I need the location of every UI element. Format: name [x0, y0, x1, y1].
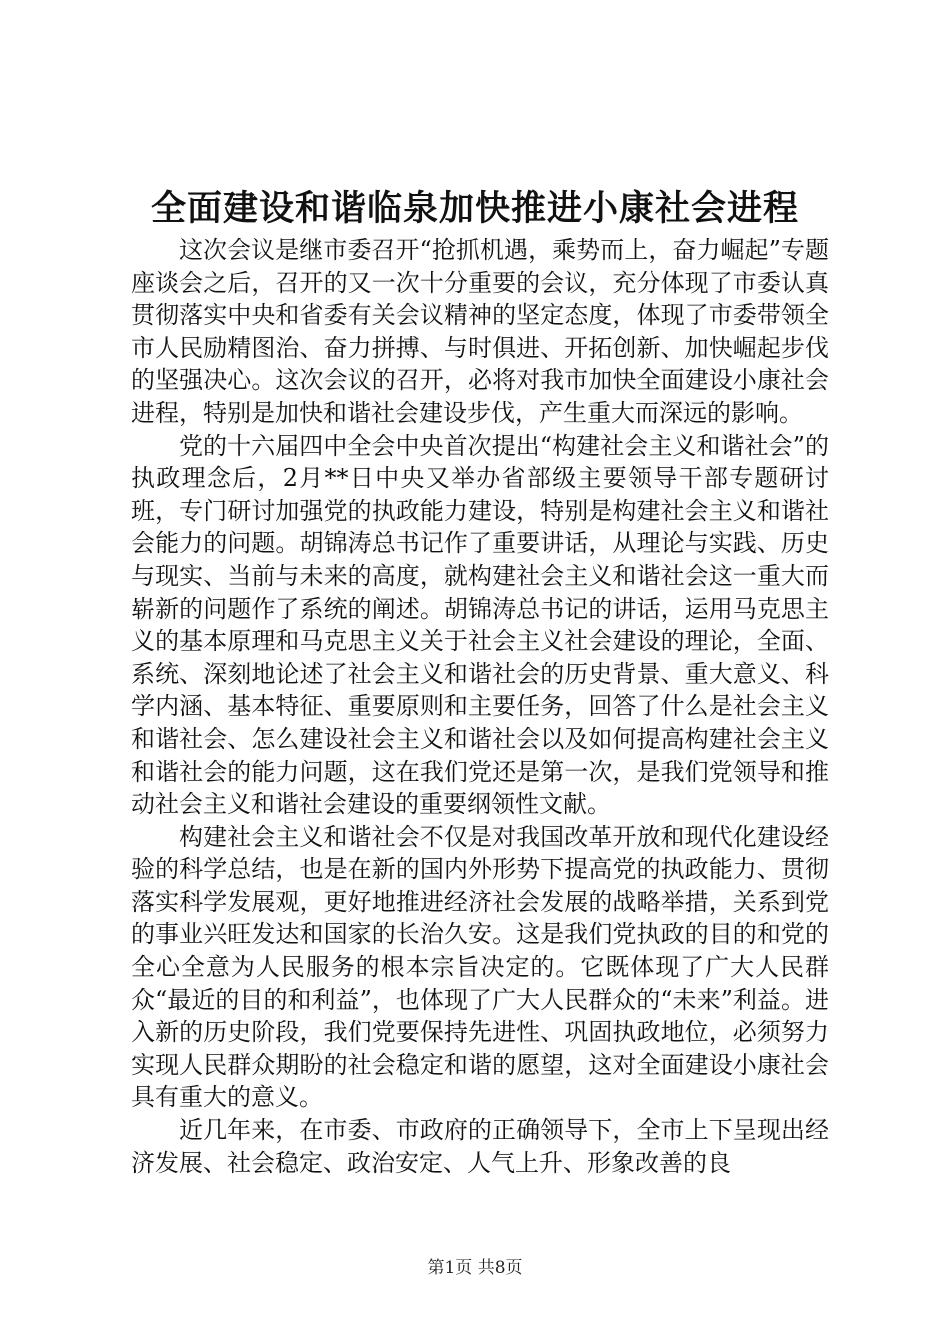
paragraph: 构建社会主义和谐社会不仅是对我国改革开放和现代化建设经验的科学总结，也是在新的国内外形势下提高党的执政能力、贯彻落实科学发展观，更好地推进经济社会发展的战略举措，关系到党的事业兴旺发达和国家的长治久安。这是我们党执政的目的和党的全心全意为人民服务的根本宗旨决定的。它既体现了广大人民群众“最近的目的和利益”，也体现了广大人民群众的“未来”利益。进入新的历史阶段，我们党要保持先进性、巩固执政地位，必须努力实现人民群众期盼的社会稳定和谐的愿望，这对全面建设小康社会具有重大的意义。 [131, 822, 829, 1112]
document-title: 全面建设和谐临泉加快推进小康社会进程 [150, 189, 799, 229]
paragraph: 这次会议是继市委召开“抢抓机遇，乘势而上，奋力崛起”专题座谈会之后，召开的又一次十分重要的会议，充分体现了市委认真贯彻落实中央和省委有关会议精神的坚定态度，体现了市委带领全市人民励精图治、奋力拼搏、与时俱进、开拓创新、加快崛起步伐的坚强决心。这次会议的召开，必将对我市加快全面建设小康社会进程，特别是加快和谐社会建设步伐，产生重大而深远的影响。 [131, 236, 829, 427]
paragraph: 近几年来，在市委、市政府的正确领导下，全市上下呈现出经济发展、社会稳定、政治安定、人气上升、形象改善的良 [131, 1116, 829, 1177]
document-body [131, 234, 829, 1179]
paragraph: 党的十六届四中全会中央首次提出“构建社会主义和谐社会”的执政理念后，2月**日中央又举办省部级主要领导干部专题研讨班，专门研讨加强党的执政能力建设，特别是构建社会主义和谐社会能力的问题。胡锦涛总书记作了重要讲话，从理论与实践、历史与现实、当前与未来的高度，就构建社会主义和谐社会这一重大而崭新的问题作了系统的阐述。胡锦涛总书记的讲话，运用马克思主义的基本原理和马克思主义关于社会主义社会建设的理论，全面、系统、深刻地论述了社会主义和谐社会的历史背景、重大意义、科学内涵、基本特征、重要原则和主要任务，回答了什么是社会主义和谐社会、怎么建设社会主义和谐社会以及如何提高构建社会主义和谐社会的能力问题，这在我们党还是第一次，是我们党领导和推动社会主义和谐社会建设的重要纲领性文献。 [131, 431, 829, 819]
page-number-footer: 第1页 共8页 [427, 1258, 523, 1278]
